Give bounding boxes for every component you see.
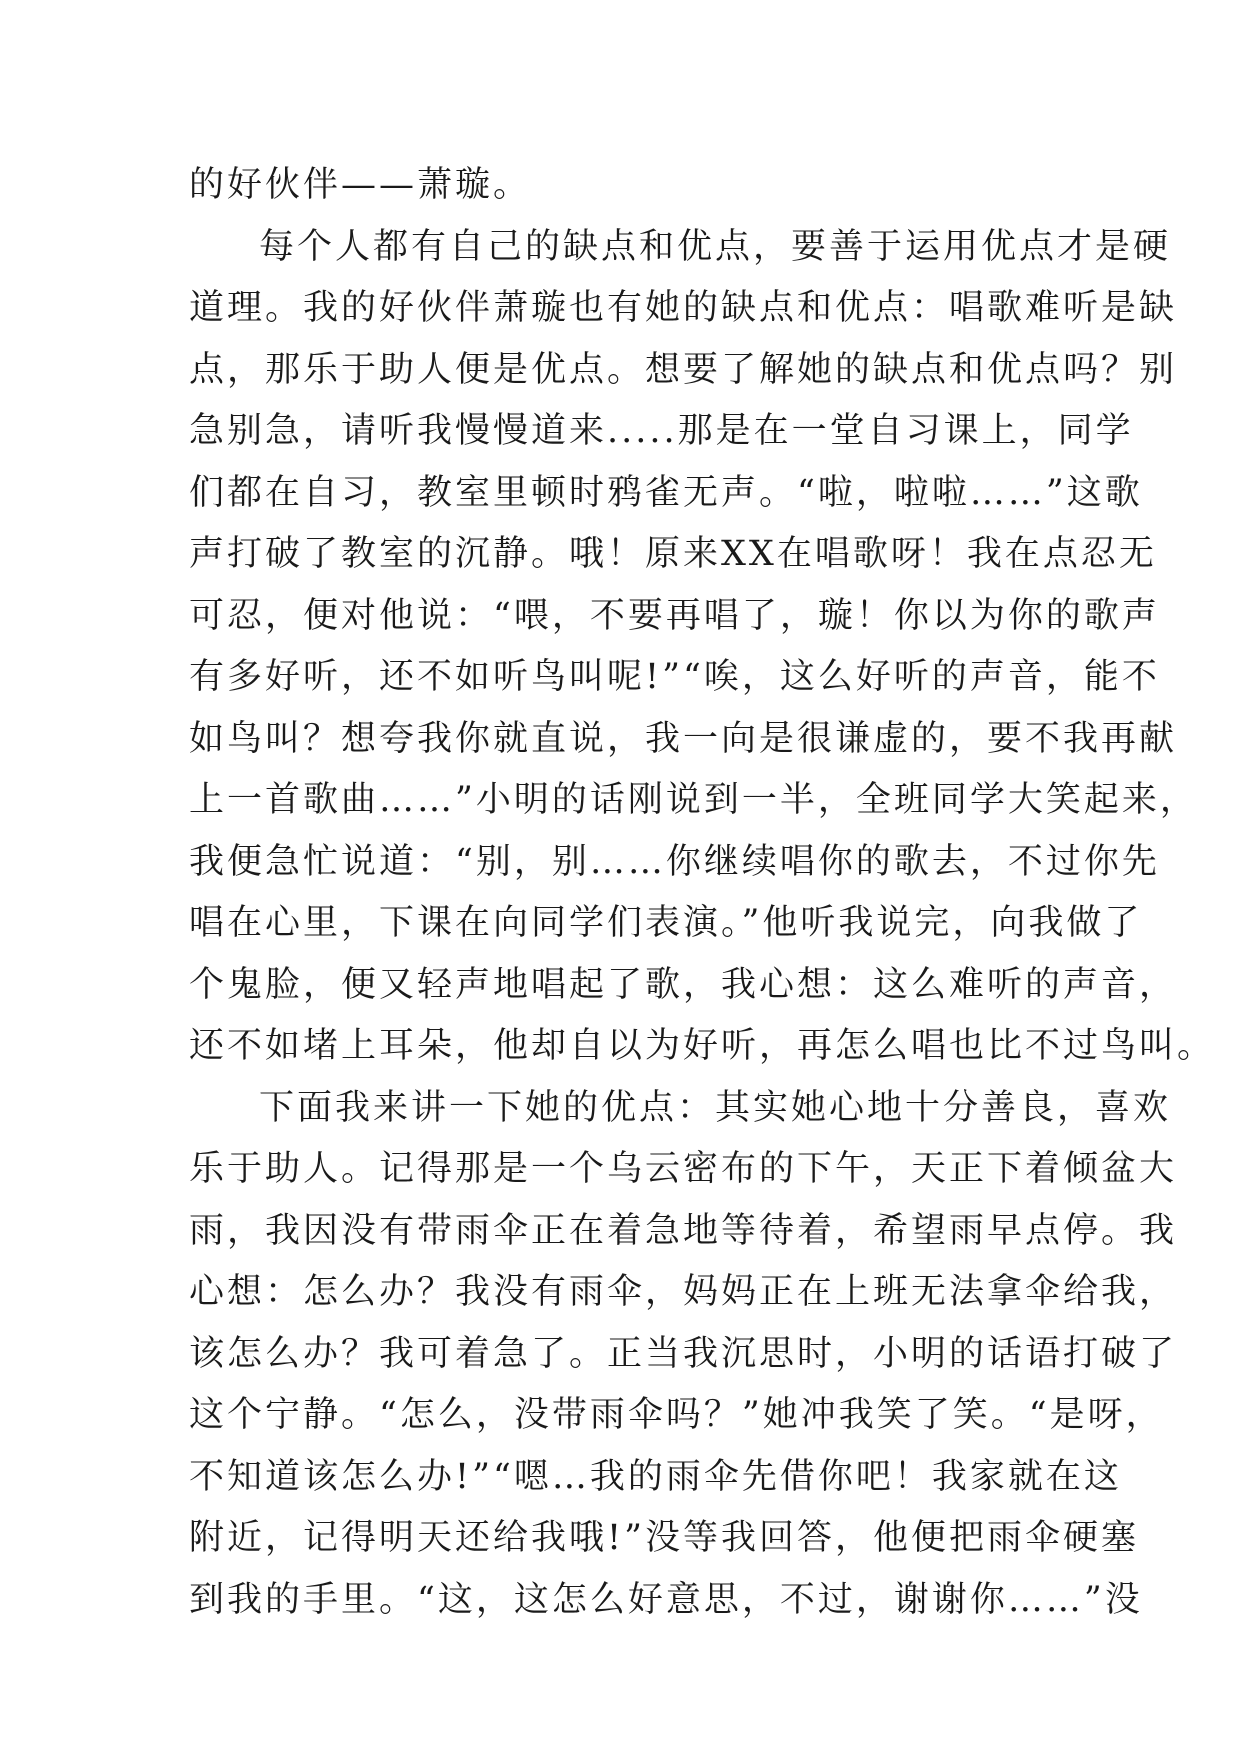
text-line: 这个宁静。“怎么，没带雨伞吗？”她冲我笑了笑。“是呀， bbox=[189, 1395, 1164, 1435]
text-line: 们都在自习，教室里顿时鸦雀无声。“啦，啦啦……”这歌 bbox=[189, 472, 1143, 513]
text-line: 可忍，便对他说：“喂，不要再唱了，璇！你以为你的歌声 bbox=[189, 595, 1160, 636]
text-line: 唱在心里，下课在向同学们表演。”他听我说完，向我做了 bbox=[189, 903, 1143, 943]
text-line: 的好伙伴——萧璇。 bbox=[189, 165, 532, 205]
text-line: 该怎么办？我可着急了。正当我沉思时，小明的话语打破了 bbox=[189, 1333, 1178, 1374]
text-line: 乐于助人。记得那是一个乌云密布的下午，天正下着倾盆大 bbox=[189, 1149, 1178, 1189]
essay-body bbox=[189, 155, 1216, 1631]
text-line: 还不如堵上耳朵，他却自以为好听，再怎么唱也比不过鸟叫。 bbox=[189, 1026, 1216, 1066]
paragraph-first-line: 每个人都有自己的缺点和优点，要善于运用优点才是硬 bbox=[259, 226, 1172, 267]
text-line: 雨，我因没有带雨伞正在着急地等待着，希望雨早点停。我 bbox=[189, 1210, 1178, 1251]
text-line: 上一首歌曲……”小明的话刚说到一半，全班同学大笑起来， bbox=[189, 780, 1198, 820]
paragraph-first-line: 下面我来讲一下她的优点：其实她心地十分善良，喜欢 bbox=[259, 1087, 1172, 1128]
text-line: 点，那乐于助人便是优点。想要了解她的缺点和优点吗？别 bbox=[189, 349, 1178, 390]
text-line: 附近，记得明天还给我哦!”没等我回答，他便把雨伞硬塞 bbox=[189, 1518, 1139, 1558]
text-line: 急别急，请听我慢慢道来.....那是在一堂自习课上，同学 bbox=[189, 411, 1134, 451]
text-line: 个鬼脸，便又轻声地唱起了歌，我心想：这么难听的声音， bbox=[189, 964, 1178, 1005]
text-line: 道理。我的好伙伴萧璇也有她的缺点和优点：唱歌难听是缺 bbox=[189, 288, 1178, 328]
text-line: 声打破了教室的沉静。哦！原来XX在唱歌呀！我在点忍无 bbox=[189, 534, 1157, 574]
text-line: 到我的手里。“这，这怎么好意思，不过，谢谢你……”没 bbox=[189, 1579, 1143, 1620]
text-line: 心想：怎么办？我没有雨伞，妈妈正在上班无法拿伞给我， bbox=[189, 1272, 1178, 1312]
text-line: 不知道该怎么办!”“嗯…我的雨伞先借你吧！我家就在这 bbox=[189, 1456, 1122, 1497]
text-line: 我便急忙说道：“别，别……你继续唱你的歌去，不过你先 bbox=[189, 841, 1160, 882]
text-line: 有多好听，还不如听鸟叫呢!”“唉，这么好听的声音，能不 bbox=[189, 657, 1160, 697]
text-line: 如鸟叫？想夸我你就直说，我一向是很谦虚的，要不我再献 bbox=[189, 718, 1178, 759]
